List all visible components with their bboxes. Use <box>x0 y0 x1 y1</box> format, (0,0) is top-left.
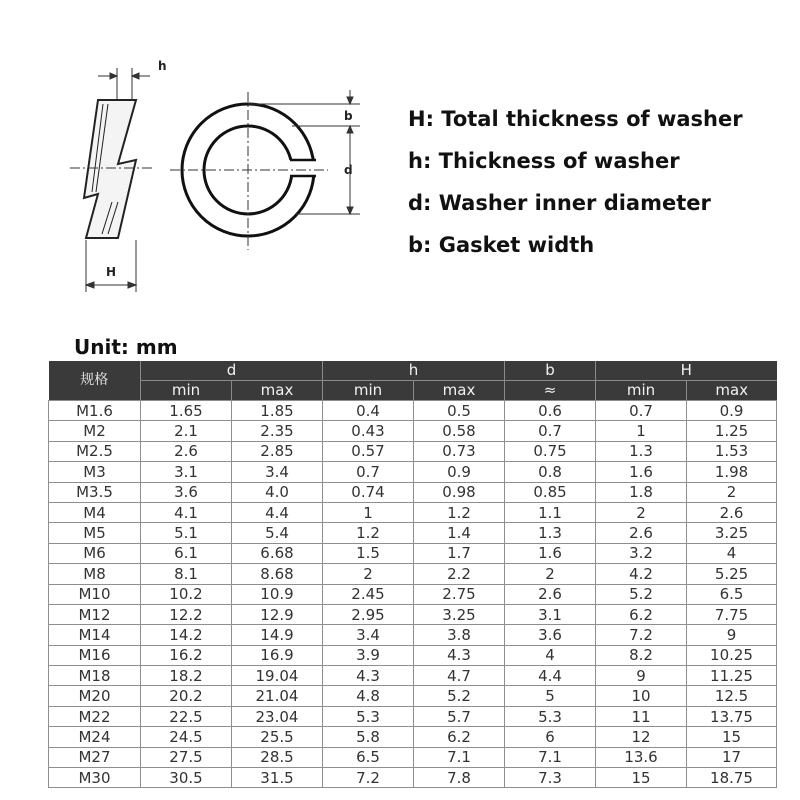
cell-d-max: 16.9 <box>232 645 323 665</box>
dimension-legend <box>408 102 743 270</box>
cell-b-approx: 0.8 <box>505 462 596 482</box>
table-row <box>49 462 777 482</box>
cell-d-min: 1.65 <box>141 401 232 421</box>
cell-h-max: 0.5 <box>414 401 505 421</box>
cell-H-min: 1.8 <box>596 482 687 502</box>
cell-H-min: 5.2 <box>596 584 687 604</box>
table-row <box>49 523 777 543</box>
cell-H-min: 11 <box>596 706 687 726</box>
cell-d-max: 25.5 <box>232 727 323 747</box>
cell-h-min: 7.2 <box>323 768 414 788</box>
cell-h-min: 1.2 <box>323 523 414 543</box>
cell-H-min: 0.7 <box>596 401 687 421</box>
washer-diagram <box>0 0 400 320</box>
cell-d-max: 2.35 <box>232 421 323 441</box>
cell-b-approx: 0.7 <box>505 421 596 441</box>
cell-h-max: 4.7 <box>414 666 505 686</box>
cell-H-max: 18.75 <box>687 768 777 788</box>
cell-spec: M2 <box>49 421 141 441</box>
cell-H-max: 2 <box>687 482 777 502</box>
header-H: H <box>596 361 777 381</box>
cell-b-approx: 2 <box>505 564 596 584</box>
header-d: d <box>141 361 323 381</box>
cell-h-max: 7.1 <box>414 747 505 767</box>
cell-d-max: 14.9 <box>232 625 323 645</box>
cell-d-min: 12.2 <box>141 604 232 624</box>
cell-d-min: 14.2 <box>141 625 232 645</box>
unit-label: Unit: mm <box>74 335 178 359</box>
table-row <box>49 768 777 788</box>
cell-H-min: 15 <box>596 768 687 788</box>
cell-H-max: 4 <box>687 543 777 563</box>
table-row <box>49 421 777 441</box>
cell-d-max: 28.5 <box>232 747 323 767</box>
cell-H-min: 10 <box>596 686 687 706</box>
legend-d: d: Washer inner diameter <box>408 191 711 215</box>
cell-spec: M14 <box>49 625 141 645</box>
cell-d-max: 5.4 <box>232 523 323 543</box>
cell-d-max: 8.68 <box>232 564 323 584</box>
cell-h-max: 0.98 <box>414 482 505 502</box>
cell-h-min: 0.57 <box>323 441 414 461</box>
table-row <box>49 401 777 421</box>
cell-b-approx: 5 <box>505 686 596 706</box>
cell-h-min: 4.8 <box>323 686 414 706</box>
cell-d-min: 20.2 <box>141 686 232 706</box>
cell-b-approx: 3.1 <box>505 604 596 624</box>
table-row <box>49 645 777 665</box>
table-row <box>49 747 777 767</box>
cell-H-min: 2 <box>596 502 687 522</box>
cell-h-max: 3.8 <box>414 625 505 645</box>
subheader-b-approx: ≈ <box>505 381 596 401</box>
cell-H-min: 6.2 <box>596 604 687 624</box>
cell-d-min: 27.5 <box>141 747 232 767</box>
cell-d-min: 3.1 <box>141 462 232 482</box>
cell-d-min: 3.6 <box>141 482 232 502</box>
cell-d-max: 19.04 <box>232 666 323 686</box>
subheader-d-min: min <box>141 381 232 401</box>
cell-H-max: 3.25 <box>687 523 777 543</box>
cell-d-min: 2.1 <box>141 421 232 441</box>
cell-H-min: 12 <box>596 727 687 747</box>
table-row <box>49 502 777 522</box>
cell-d-max: 3.4 <box>232 462 323 482</box>
cell-H-max: 13.75 <box>687 706 777 726</box>
cell-spec: M22 <box>49 706 141 726</box>
cell-H-max: 10.25 <box>687 645 777 665</box>
cell-H-max: 15 <box>687 727 777 747</box>
cell-H-min: 9 <box>596 666 687 686</box>
cell-spec: M27 <box>49 747 141 767</box>
cell-b-approx: 6 <box>505 727 596 747</box>
cell-H-min: 1 <box>596 421 687 441</box>
cell-h-min: 2 <box>323 564 414 584</box>
header-b: b <box>505 361 596 381</box>
cell-H-max: 5.25 <box>687 564 777 584</box>
table-row <box>49 686 777 706</box>
cell-d-min: 6.1 <box>141 543 232 563</box>
header-h: h <box>323 361 505 381</box>
cell-d-max: 4.0 <box>232 482 323 502</box>
legend-b: b: Gasket width <box>408 233 595 257</box>
header-spec: 规格 <box>49 361 141 401</box>
cell-H-min: 7.2 <box>596 625 687 645</box>
cell-spec: M2.5 <box>49 441 141 461</box>
cell-d-max: 12.9 <box>232 604 323 624</box>
cell-spec: M20 <box>49 686 141 706</box>
table-row <box>49 604 777 624</box>
table-row <box>49 564 777 584</box>
cell-d-min: 16.2 <box>141 645 232 665</box>
cell-d-max: 1.85 <box>232 401 323 421</box>
cell-spec: M18 <box>49 666 141 686</box>
cell-h-min: 5.3 <box>323 706 414 726</box>
cell-H-max: 2.6 <box>687 502 777 522</box>
cell-b-approx: 5.3 <box>505 706 596 726</box>
cell-h-min: 5.8 <box>323 727 414 747</box>
cell-H-max: 1.98 <box>687 462 777 482</box>
cell-d-min: 5.1 <box>141 523 232 543</box>
table-row <box>49 706 777 726</box>
washer-spec-table <box>48 361 777 788</box>
legend-h: h: Thickness of washer <box>408 149 680 173</box>
cell-d-min: 10.2 <box>141 584 232 604</box>
cell-h-min: 1.5 <box>323 543 414 563</box>
cell-h-max: 6.2 <box>414 727 505 747</box>
cell-d-max: 31.5 <box>232 768 323 788</box>
cell-d-min: 4.1 <box>141 502 232 522</box>
cell-H-min: 3.2 <box>596 543 687 563</box>
table-body <box>49 401 777 788</box>
cell-h-max: 3.25 <box>414 604 505 624</box>
subheader-d-max: max <box>232 381 323 401</box>
subheader-h-min: min <box>323 381 414 401</box>
cell-d-min: 22.5 <box>141 706 232 726</box>
table-row <box>49 543 777 563</box>
cell-b-approx: 1.1 <box>505 502 596 522</box>
cell-H-max: 0.9 <box>687 401 777 421</box>
subheader-H-max: max <box>687 381 777 401</box>
cell-spec: M3.5 <box>49 482 141 502</box>
cell-h-min: 2.45 <box>323 584 414 604</box>
table-row <box>49 666 777 686</box>
cell-d-min: 8.1 <box>141 564 232 584</box>
cell-h-min: 3.4 <box>323 625 414 645</box>
h-dimension <box>98 68 150 100</box>
cell-H-min: 4.2 <box>596 564 687 584</box>
cell-h-max: 2.75 <box>414 584 505 604</box>
cell-d-min: 30.5 <box>141 768 232 788</box>
subheader-h-max: max <box>414 381 505 401</box>
cell-d-max: 2.85 <box>232 441 323 461</box>
cell-H-max: 17 <box>687 747 777 767</box>
b-dimension-label: b <box>344 109 353 123</box>
cell-h-max: 7.8 <box>414 768 505 788</box>
cell-h-max: 0.58 <box>414 421 505 441</box>
cell-h-min: 1 <box>323 502 414 522</box>
table-row <box>49 441 777 461</box>
cell-h-max: 0.9 <box>414 462 505 482</box>
cell-h-max: 2.2 <box>414 564 505 584</box>
cell-H-max: 6.5 <box>687 584 777 604</box>
cell-h-max: 5.7 <box>414 706 505 726</box>
cell-d-max: 4.4 <box>232 502 323 522</box>
cell-b-approx: 7.3 <box>505 768 596 788</box>
H-dimension-label: H <box>106 265 117 279</box>
cell-h-min: 3.9 <box>323 645 414 665</box>
cell-h-min: 0.74 <box>323 482 414 502</box>
cell-H-max: 1.53 <box>687 441 777 461</box>
cell-b-approx: 0.6 <box>505 401 596 421</box>
d-dimension-label: d <box>344 163 353 177</box>
cell-h-min: 0.43 <box>323 421 414 441</box>
cell-h-max: 1.4 <box>414 523 505 543</box>
cell-h-max: 1.7 <box>414 543 505 563</box>
cell-h-min: 6.5 <box>323 747 414 767</box>
cell-d-max: 23.04 <box>232 706 323 726</box>
cell-spec: M12 <box>49 604 141 624</box>
washer-side-view <box>84 100 136 238</box>
cell-h-min: 2.95 <box>323 604 414 624</box>
cell-b-approx: 2.6 <box>505 584 596 604</box>
cell-b-approx: 1.3 <box>505 523 596 543</box>
cell-d-max: 6.68 <box>232 543 323 563</box>
cell-d-min: 2.6 <box>141 441 232 461</box>
cell-h-min: 0.4 <box>323 401 414 421</box>
cell-b-approx: 0.75 <box>505 441 596 461</box>
cell-h-max: 5.2 <box>414 686 505 706</box>
cell-b-approx: 4 <box>505 645 596 665</box>
cell-spec: M16 <box>49 645 141 665</box>
cell-d-max: 10.9 <box>232 584 323 604</box>
cell-spec: M1.6 <box>49 401 141 421</box>
cell-h-min: 0.7 <box>323 462 414 482</box>
subheader-H-min: min <box>596 381 687 401</box>
h-dimension-label: h <box>158 59 167 73</box>
table-row <box>49 625 777 645</box>
cell-spec: M6 <box>49 543 141 563</box>
cell-h-max: 0.73 <box>414 441 505 461</box>
cell-H-min: 8.2 <box>596 645 687 665</box>
cell-H-max: 1.25 <box>687 421 777 441</box>
cell-spec: M8 <box>49 564 141 584</box>
cell-spec: M5 <box>49 523 141 543</box>
cell-h-max: 4.3 <box>414 645 505 665</box>
cell-d-min: 24.5 <box>141 727 232 747</box>
cell-H-max: 9 <box>687 625 777 645</box>
cell-d-min: 18.2 <box>141 666 232 686</box>
table-row <box>49 727 777 747</box>
cell-spec: M24 <box>49 727 141 747</box>
cell-spec: M3 <box>49 462 141 482</box>
cell-H-max: 12.5 <box>687 686 777 706</box>
cell-d-max: 21.04 <box>232 686 323 706</box>
cell-H-min: 1.3 <box>596 441 687 461</box>
cell-h-max: 1.2 <box>414 502 505 522</box>
legend-H: H: Total thickness of washer <box>408 107 743 131</box>
cell-H-min: 13.6 <box>596 747 687 767</box>
cell-spec: M30 <box>49 768 141 788</box>
cell-b-approx: 0.85 <box>505 482 596 502</box>
cell-h-min: 4.3 <box>323 666 414 686</box>
table-row <box>49 482 777 502</box>
cell-b-approx: 7.1 <box>505 747 596 767</box>
cell-b-approx: 4.4 <box>505 666 596 686</box>
cell-H-min: 2.6 <box>596 523 687 543</box>
table-row <box>49 584 777 604</box>
cell-H-min: 1.6 <box>596 462 687 482</box>
cell-H-max: 11.25 <box>687 666 777 686</box>
cell-b-approx: 3.6 <box>505 625 596 645</box>
cell-spec: M4 <box>49 502 141 522</box>
cell-spec: M10 <box>49 584 141 604</box>
cell-b-approx: 1.6 <box>505 543 596 563</box>
cell-H-max: 7.75 <box>687 604 777 624</box>
